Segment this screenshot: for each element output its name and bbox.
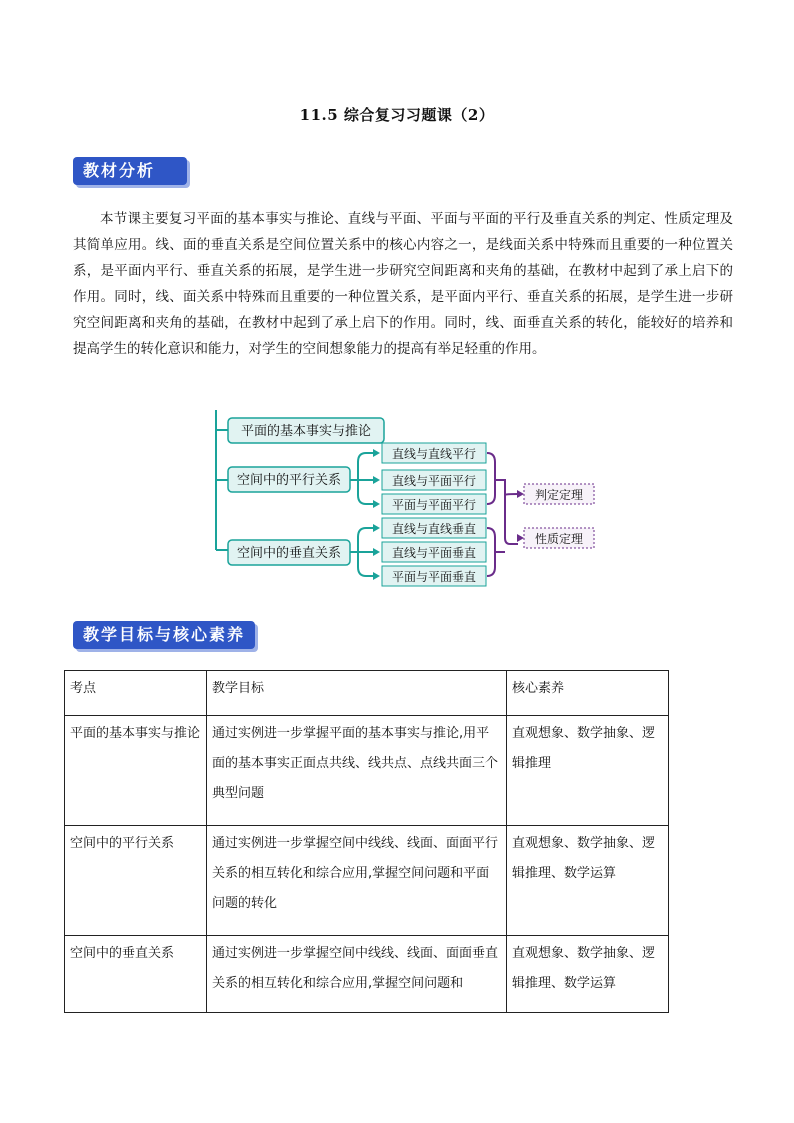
map-node-root-1-label: 平面的基本事实与推论: [240, 424, 372, 439]
table-cell: 通过实例进一步掌握空间中线线、线面、面面平行关系的相互转化和综合应用,掌握空间问题和平面问题的转化: [207, 826, 507, 936]
map-node-parallel-1-label: 直线与直线平行: [391, 447, 477, 461]
page-title: 11.5 综合复习习题课（2）: [299, 106, 495, 124]
map-node-theorem-2: [524, 528, 594, 548]
table-cell: 平面的基本事实与推论: [65, 716, 207, 826]
map-arrowheads: [373, 449, 380, 580]
map-node-perp-3: [382, 566, 486, 586]
table-cell: 空间中的平行关系: [65, 826, 207, 936]
map-node-perp-1: [382, 518, 486, 538]
map-bracket-arrows: [517, 490, 524, 542]
section-heading-analysis: 教材分析: [73, 157, 187, 185]
goals-table: [64, 670, 669, 1013]
map-node-root-3: [228, 540, 350, 565]
map-node-root-2-label: 空间中的平行关系: [236, 473, 342, 488]
map-node-parallel-3-label: 平面与平面平行: [391, 498, 477, 512]
map-node-parallel-3: [382, 494, 486, 514]
table-row: [65, 826, 669, 936]
map-node-parallel-2-label: 直线与平面平行: [391, 474, 477, 488]
map-node-theorem-2-label: 性质定理: [534, 532, 584, 546]
map-node-root-2: [228, 467, 350, 492]
map-node-perp-2: [382, 542, 486, 562]
map-node-root-1: [228, 418, 384, 443]
section-heading-goals: 教学目标与核心素养: [73, 621, 255, 649]
concept-map: [210, 410, 600, 590]
table-cell: 空间中的垂直关系: [65, 936, 207, 1013]
table-cell: 直观想象、数学抽象、逻辑推理: [507, 716, 669, 826]
table-header-cell: 核心素养: [507, 671, 669, 716]
table-row: [65, 936, 669, 1013]
table-cell: 直观想象、数学抽象、逻辑推理、数学运算: [507, 826, 669, 936]
table-header-cell: 教学目标: [207, 671, 507, 716]
table-header-cell: 考点: [65, 671, 207, 716]
table-cell: 直观想象、数学抽象、逻辑推理、数学运算: [507, 936, 669, 1013]
map-node-parallel-2: [382, 470, 486, 490]
map-brackets: [487, 453, 518, 576]
map-node-perp-2-label: 直线与平面垂直: [391, 546, 477, 560]
table-cell: 通过实例进一步掌握空间中线线、线面、面面垂直关系的相互转化和综合应用,掌握空间问题和: [207, 936, 507, 1013]
table-cell: 通过实例进一步掌握平面的基本事实与推论,用平面的基本事实正面点共线、线共点、点线共面三个典型问题: [207, 716, 507, 826]
map-node-perp-1-label: 直线与直线垂直: [391, 522, 477, 536]
table-row: [65, 716, 669, 826]
map-node-root-3-label: 空间中的垂直关系: [236, 546, 342, 561]
analysis-paragraph: 本节课主要复习平面的基本事实与推论、直线与平面、平面与平面的平行及垂直关系的判定、性质定理及其简单应用。线、面的垂直关系是空间位置关系中的核心内容之一，是线面关系中特殊而且重要的一种位置关系，是平面内平行、垂直关系的拓展，是学生进一步研究空间距离和夹角的基础，在教材中起到了承上启下的作用。同时，线、面关系中特殊而且重要的一种位置关系，是平面内平行、垂直关系的拓展，是学生进一步研究空间距离和夹角的基础，在教材中起到了承上启下的作用。同时，线、面垂直关系的转化，能较好的培养和提高学生的转化意识和能力，对学生的空间想象能力的提高有举足轻重的作用。: [73, 211, 733, 357]
table-header-row: [65, 671, 669, 716]
map-node-theorem-1: [524, 484, 594, 504]
map-node-parallel-1: [382, 443, 486, 463]
map-node-theorem-1-label: 判定定理: [534, 488, 584, 502]
map-node-perp-3-label: 平面与平面垂直: [391, 570, 477, 584]
